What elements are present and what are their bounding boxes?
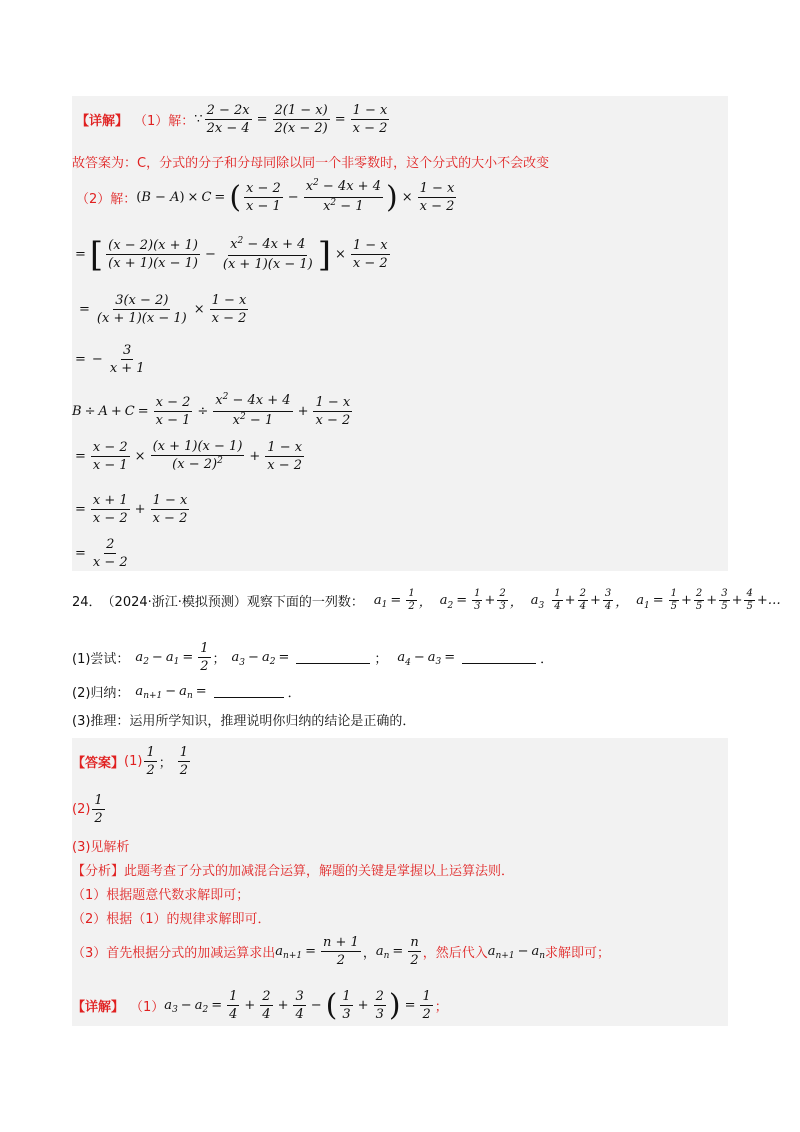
step3-formula-b: a n+1 − a n — [487, 944, 546, 961]
answer-line-3: (3)见解析 — [72, 840, 130, 855]
solution-block-1 — [72, 96, 728, 571]
analysis-step-1: （1）根据题意代数求解即可； — [72, 888, 250, 903]
answer-line-2 — [72, 792, 107, 827]
q2-label: (2)归纳： — [72, 686, 130, 701]
formula-7: = $\frac{x - 2}{x - 1}$ × $\frac{(x + 1)(x - 1)}{(x - 2)^2}$ + $\frac{1 - x}{x - 2}$ — [75, 439, 303, 473]
answer-2-value: $\frac{1}{2}$ — [94, 793, 103, 826]
q1-label: (1)尝试： — [72, 652, 130, 667]
detail-2-item: （1） — [130, 1000, 165, 1015]
answer-1-label: (1) — [124, 754, 143, 769]
step3-text-c: 求解即可； — [545, 946, 611, 961]
analysis-step-2: （2）根据（1）的规律求解即可． — [72, 912, 271, 927]
answer-label: 【答案】 — [72, 756, 125, 771]
analysis-line: 【分析】此题考查了分式的加减混合运算，解题的关键是掌握以上运算法则． — [72, 864, 515, 879]
question-24-part2 — [72, 682, 301, 701]
step3-formula-a: a n+1 = $\frac{n + 1}{2}$ ， a n = $\frac{n}{2}$ — [275, 935, 419, 968]
formula-2: ( B − A ) × C = ( $\frac{x - 2}{x - 1}$ − $\frac{x^2 - 4x + 4}{x^2 - 1}$ ) × $\frac{1 - x}{x - 2}$ — [136, 178, 455, 215]
formula-6: B ÷ A + C = $\frac{x - 2}{x - 1}$ ÷ $\frac{x^2 - 4x + 4}{x^2 - 1}$ + $\frac{1 - x}{x - 2}$ — [72, 392, 351, 428]
solution-block-2 — [72, 738, 728, 1026]
formula-5: = − $\frac{3}{x + 1}$ — [75, 343, 145, 376]
answer-blank-2[interactable] — [462, 651, 536, 664]
conclusion-text: 故答案为：C，分式的分子和分母同除以同一个非零数时，这个分式的大小不会改变 — [72, 156, 550, 171]
q1-formula: a 2 − a 1 = $\frac{1}{2}$ ； $a_3$ − a 2 = ； $a_4$ − a 3 = ． — [135, 641, 554, 674]
question-24-part3: (3)推理：运用所学知识，推理说明你归纳的结论是正确的． — [72, 714, 416, 729]
formula-9: = $\frac{2}{x - 2}$ — [75, 537, 128, 570]
formula-8: = $\frac{x + 1}{x - 2}$ + $\frac{1 - x}{x - 2}$ — [75, 493, 188, 526]
detail-2-label: 【详解】 — [72, 1000, 125, 1015]
answer-blank-3[interactable] — [214, 685, 284, 698]
question-source: （2024·浙江·模拟预测）观察下面的一列数： — [101, 595, 364, 610]
q2-formula: a n+1 − a n = ． — [135, 684, 301, 701]
detail-2-line — [72, 988, 448, 1023]
answer-2-label: (2) — [72, 802, 91, 817]
step3-text-b: ，然后代入 — [422, 946, 488, 961]
detail-line-1 — [76, 102, 391, 137]
step3-text-a: （3）首先根据分式的加减运算求出 — [72, 946, 276, 961]
detail-2-formula: a 3 − a 2 = $\frac{1}{4}$ + $\frac{2}{4}$ + $\frac{3}{4}$ − ( $\frac{1}{3}$ + $\frac{2}{3}$ ) = $\frac{1}{2}$ ； — [164, 987, 448, 1023]
analysis-step-3 — [72, 934, 610, 969]
formula-1: ∵ $\frac{2 - 2x}{2x - 4}$ = $\frac{2(1 - x)}{2(x - 2)}$ = $\frac{1 - x}{x - 2}$ — [194, 103, 388, 136]
answer-blank-1[interactable] — [296, 651, 370, 664]
question-number: 24． — [72, 595, 102, 610]
question-24-stem — [72, 588, 781, 613]
detail-line-2 — [76, 178, 458, 217]
item2-label: （2）解： — [76, 192, 137, 207]
answer-line-1 — [72, 744, 192, 779]
answer-1-value: $\frac{1}{2}$ ； $\frac{1}{2}$ — [146, 745, 189, 778]
item1-label: （1）解： — [134, 114, 195, 129]
formula-4: = $\frac{3(x - 2)}{(x + 1)(x - 1)}$ × $\frac{1 - x}{x - 2}$ — [79, 293, 247, 326]
sequence-formula: a 1 = $\frac{1}{2}$ ， $a_2$ = $\frac{1}{3}$ + $\frac{2}{3}$ ， $a_3$ $\frac{1}{4}$ + $\frac{2}{4}$ + $\frac{3}{4}$ ， $a_1$ = $\frac{1}{5}$ + $\frac{2}{5}$ + $\frac{3}{5}$ + $\frac{4}{5}$ +… — [373, 588, 781, 612]
question-24-part1 — [72, 640, 553, 675]
formula-3: = [ $\frac{(x - 2)(x + 1)}{(x + 1)(x - 1)}$ − $\frac{x^2 - 4x + 4}{(x + 1)(x - 1)}$ ] × $\frac{1 - x}{x - 2}$ — [75, 234, 388, 275]
detail-label: 【详解】 — [76, 114, 129, 129]
